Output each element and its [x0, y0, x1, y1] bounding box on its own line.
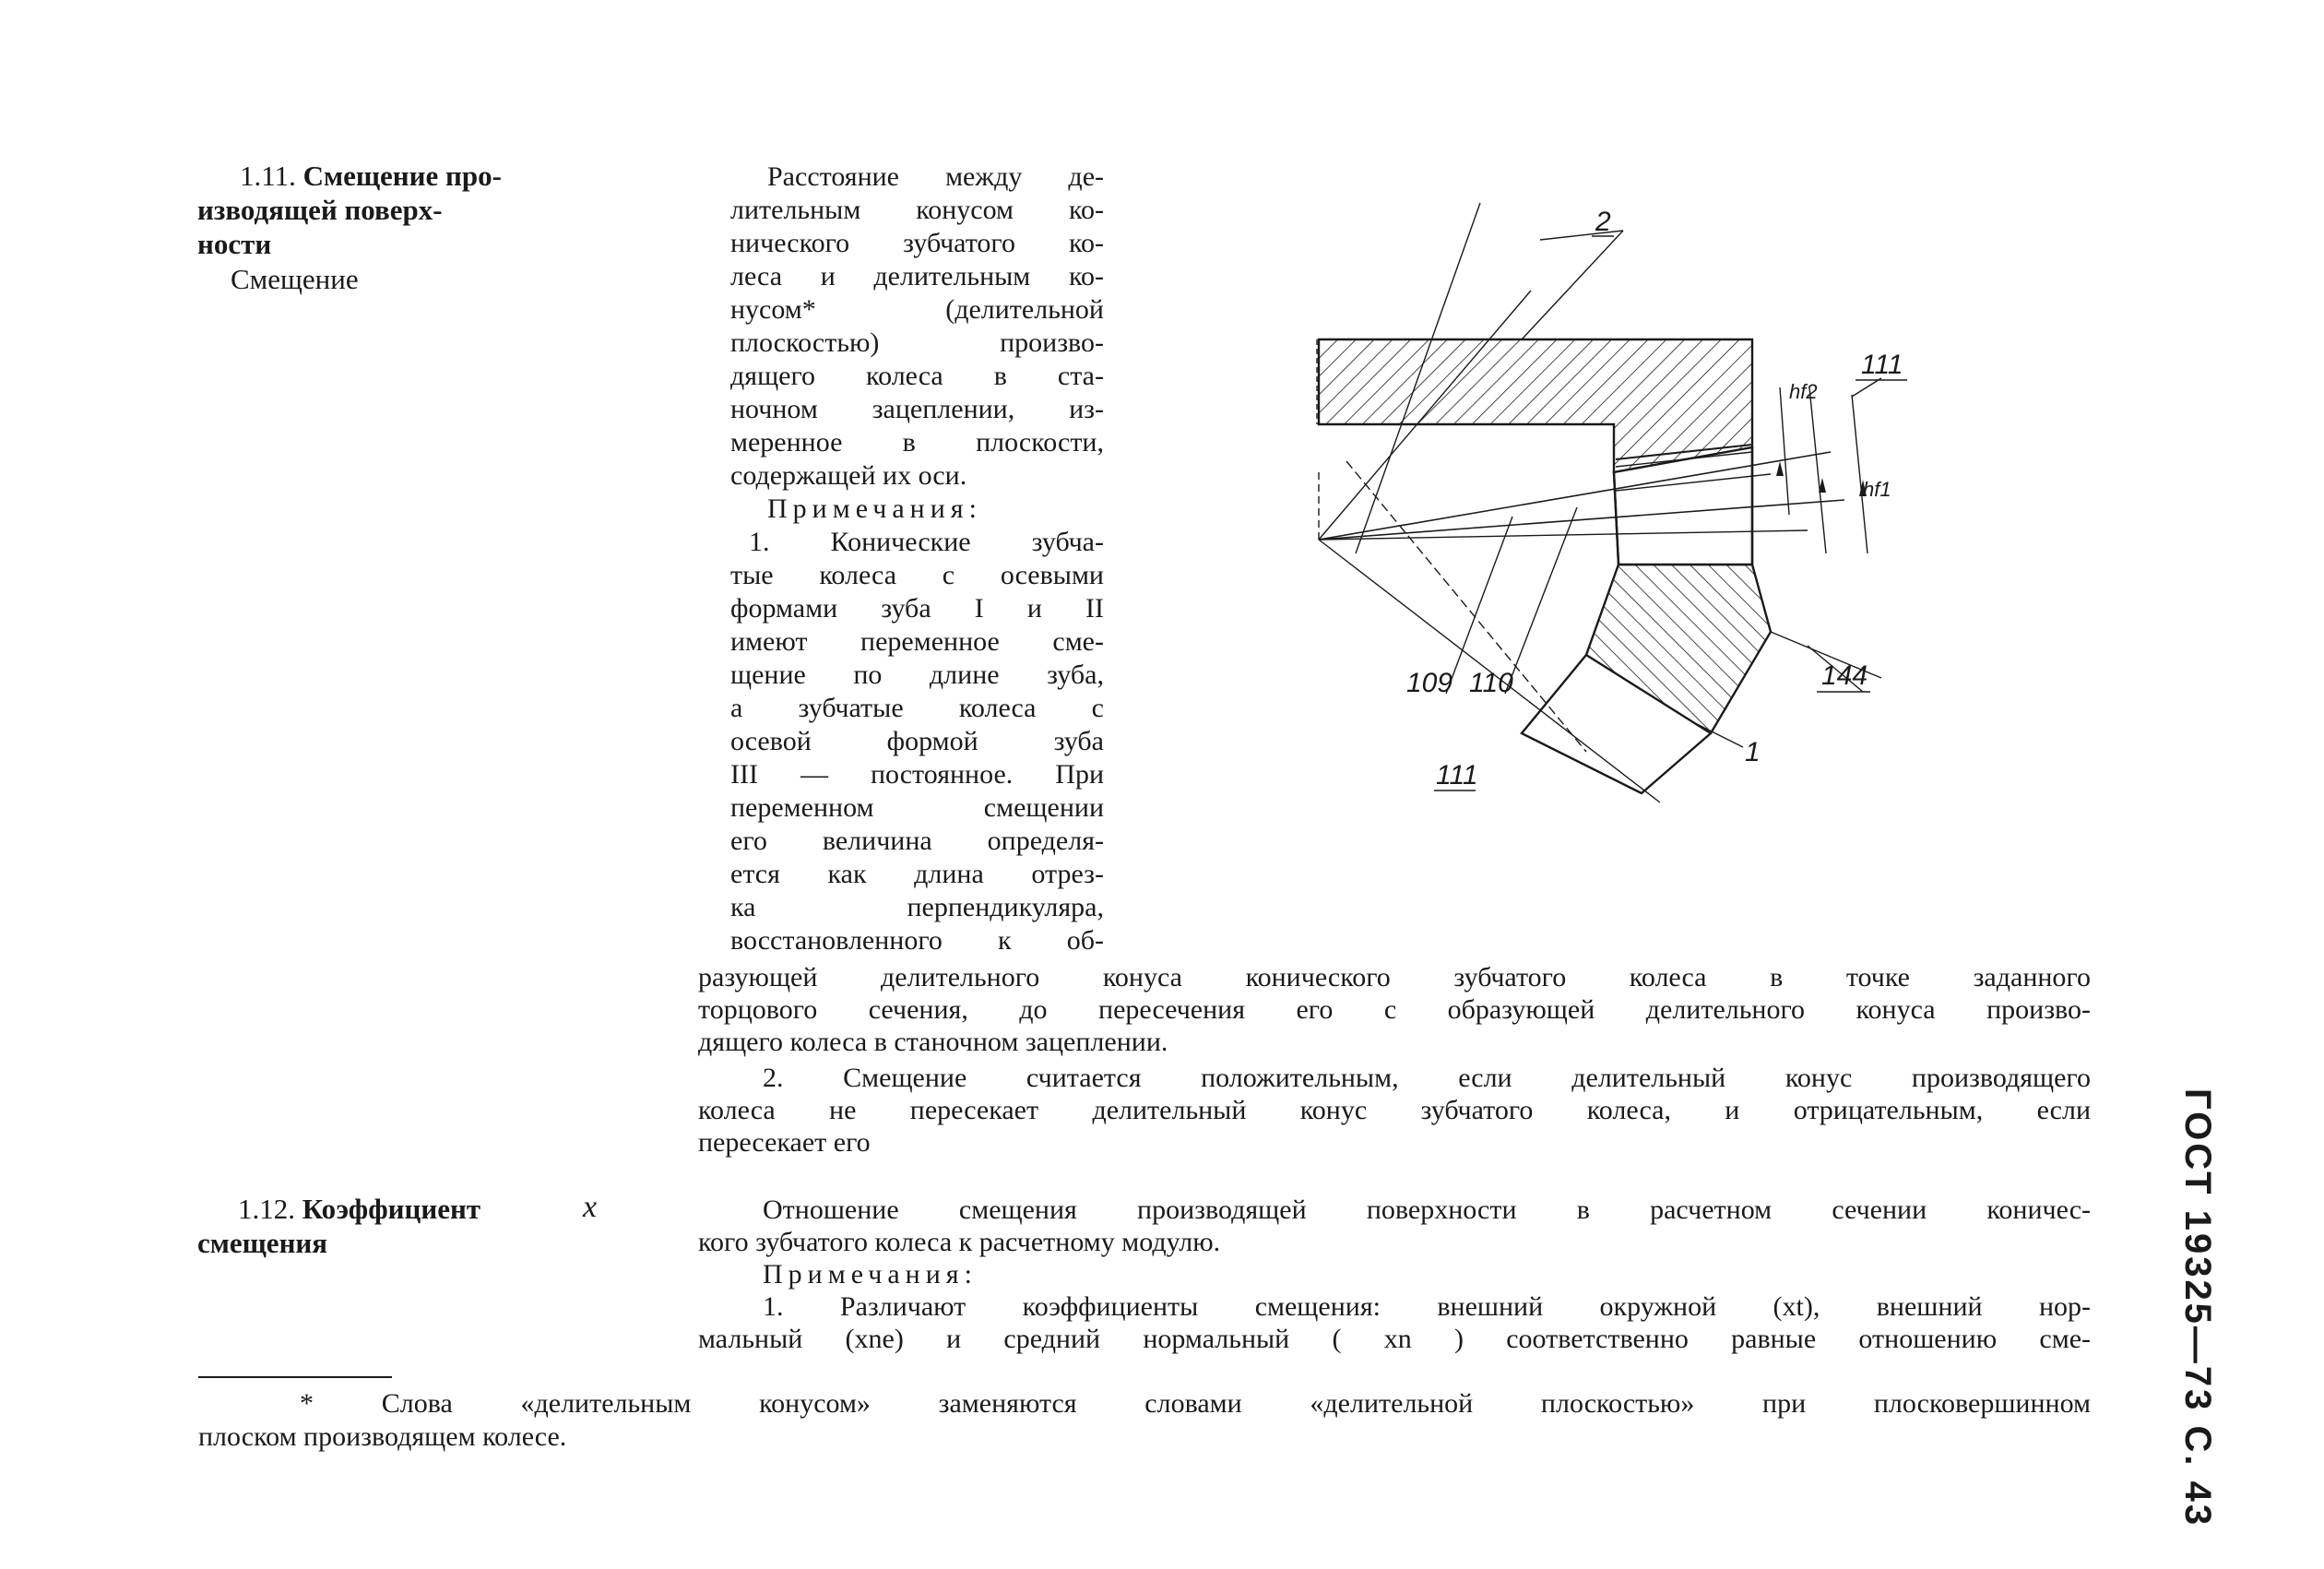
- term-1-11-definition: [730, 160, 1104, 957]
- text-line: тые колеса с осевыми: [730, 560, 1104, 590]
- term-1-11-note1-continued: [698, 961, 2091, 1159]
- gear-tooth-section: [1586, 565, 1771, 733]
- text-line: мальный (xne) и средний нормальный ( xn ) соответственно равные отношению сме-: [698, 1324, 2091, 1354]
- term-title-line: ности: [197, 228, 272, 260]
- term-1-12-heading: [197, 1192, 481, 1260]
- bevel-gear-offset-figure: [1291, 203, 1937, 830]
- text-line: лительным конусом ко-: [730, 195, 1104, 225]
- text-line: торцового сечения, до пересечения его с образующей делительного конуса произво-: [698, 994, 2091, 1025]
- text-line: его величина определя-: [730, 826, 1104, 856]
- text-line: колеса не пересекает делительный конус зубчатого колеса, и отрицательным, если: [698, 1095, 2091, 1125]
- text-line: содержащей их оси.: [730, 460, 967, 491]
- text-line: плоском производящем колесе.: [198, 1421, 567, 1452]
- text-line: осевой формой зуба: [730, 726, 1104, 756]
- text-line: 1. Различают коэффициенты смещения: внешний окружной (xt), внешний нор-: [763, 1291, 2091, 1322]
- figure-label-hf2: hf2: [1789, 380, 1818, 403]
- text-line: переменном смещении: [730, 792, 1104, 823]
- text-line: формами зуба I и II: [730, 593, 1104, 624]
- text-line: Расстояние между де-: [767, 161, 1104, 192]
- term-title-line: Коэффициент: [302, 1193, 481, 1225]
- figure-label-hf1: hf1: [1863, 478, 1891, 501]
- text-line: ется как длина отрез-: [730, 859, 1104, 889]
- figure-label-2: 2: [1595, 207, 1611, 237]
- text-line: нического зубчатого ко-: [730, 228, 1104, 258]
- text-line: плоскостью) произво-: [730, 327, 1104, 358]
- notes-heading: Примечания:: [767, 493, 982, 524]
- text-line: III — постоянное. При: [730, 759, 1104, 790]
- text-line: ночном зацеплении, из-: [730, 394, 1104, 424]
- notes-heading: Примечания:: [763, 1259, 978, 1290]
- text-line: дящего колеса в станочном зацеплении.: [698, 1027, 1168, 1057]
- figure-label-111-bottom: 111: [1436, 760, 1478, 790]
- text-line: * Слова «делительным конусом» заменяются словами «делительной плоскостью» при плосковершинном: [300, 1388, 2091, 1419]
- text-line: пересекает его: [698, 1127, 871, 1158]
- term-title-line: изводящей поверх-: [197, 194, 443, 226]
- term-title-line: смещения: [197, 1227, 328, 1259]
- figure-label-144: 144: [1821, 660, 1868, 691]
- text-line: разующей делительного конуса конического зубчатого колеса в точке заданного: [698, 962, 2091, 993]
- text-line: леса и делительным ко-: [730, 261, 1104, 291]
- figure-label-110: 110: [1469, 668, 1513, 698]
- text-line: меренное в плоскости,: [730, 427, 1104, 458]
- figure-label-111-top: 111: [1861, 350, 1903, 380]
- side-running-header: ГОСТ 19325—73 С. 43: [2177, 1088, 2218, 1528]
- text-line: восстановленного к об-: [730, 925, 1104, 956]
- term-1-12-definition: [698, 1194, 2091, 1355]
- figure-label-109: 109: [1406, 668, 1453, 698]
- term-1-12-symbol: x: [583, 1190, 598, 1224]
- text-line: 1. Конические зубча-: [749, 527, 1104, 557]
- text-line: нусом* (делительной: [730, 294, 1104, 325]
- text-line: 2. Смещение считается положительным, если делительный конус производящего: [763, 1063, 2091, 1093]
- term-1-11-heading: [197, 159, 502, 261]
- term-number: 1.11.: [240, 160, 296, 192]
- text-line: а зубчатые колеса с: [730, 693, 1104, 723]
- term-number: 1.12.: [238, 1193, 295, 1225]
- term-title-line: Смещение про-: [302, 160, 502, 192]
- text-line: кого зубчатого колеса к расчетному модулю.: [698, 1227, 1221, 1257]
- footnote: [198, 1387, 2091, 1454]
- text-line: дящего колеса в ста-: [730, 361, 1104, 391]
- term-1-11-alt-term: Смещение: [231, 263, 359, 295]
- text-line: имеют переменное сме-: [730, 626, 1104, 657]
- figure-label-1: 1: [1745, 737, 1761, 767]
- text-line: Отношение смещения производящей поверхности в расчетном сечении коничес-: [763, 1195, 2091, 1225]
- text-line: щение по длине зуба,: [730, 660, 1104, 690]
- text-line: ка перпендикуляра,: [730, 892, 1104, 922]
- footnote-rule: [198, 1376, 392, 1378]
